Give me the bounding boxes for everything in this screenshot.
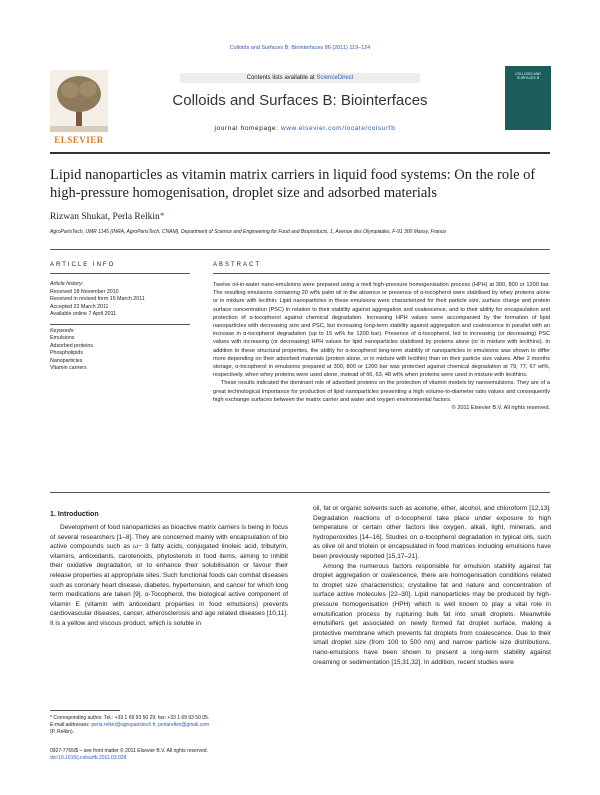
history-item: Received 18 November 2010 <box>50 288 119 295</box>
footnote <box>50 715 288 736</box>
history-item: Available online 7 April 2011 <box>50 311 117 317</box>
issn-block <box>50 748 350 762</box>
abstract-heading: ABSTRACT <box>213 262 262 268</box>
body-paragraph: Among the numerous factors responsible for emulsion stability against fat droplet aggregation or coalescence, there are homogenisation conditions related to droplet size characteristics; crystalline fat and nature and concentration of surface active molecules [22–30]. Lipid nanoparticles may be produced by high-pressure homogenisation (HPH) which is well known to play a vital role in emulsification process by rupturing bulk fat into small droplets. Meanwhile emulsifiers get associated on newly formed fat droplet surface, making a protective membrane which prevents fat droplets from coalescence. Due to their small droplet size (from 100 to 500 nm) and narrow particle size distributions, nano-emulsions have been shown to present a long-term stability against creaming or sedimentation [15,31,32]. In addition, recent studies were <box>313 562 551 666</box>
contents-line: Contents lists available at ScienceDirect <box>180 73 420 83</box>
article-title: Lipid nanoparticles as vitamin matrix carriers in liquid food systems: On the role of high-pressure homogenisation, droplet size and adsorbed materials <box>50 167 536 201</box>
article-info-heading: ARTICLE INFO <box>50 262 116 268</box>
history-label: Article history: <box>50 281 84 287</box>
abstract-paragraph: These results indicated the dominant role of adsorbed proteins on the protection of vitamin models by nanoemulsions. They are of a great technological importance for production of lipid nanoparticles presenting a high volume-to-diameter ratio values and consequently high exchange surfaces between the matrix carrier and water and oxygen environmental factors. <box>213 380 550 403</box>
journal-homepage: journal homepage: www.elsevier.com/locate/colsurfb <box>214 125 396 132</box>
history-item: Received in revised form 15 March 2011 <box>50 296 145 302</box>
divider <box>50 492 550 493</box>
sciencedirect-link[interactable]: ScienceDirect <box>316 75 354 81</box>
keyword: Nanoparticles <box>50 357 83 364</box>
email-links[interactable]: perla.relkin@agroparistech.fr, perlarelkin@gmail.com <box>91 722 210 728</box>
elsevier-tree-logo <box>50 70 108 132</box>
keywords-label: Keywords: <box>50 327 75 334</box>
email-name: (P. Relkin). <box>50 729 75 735</box>
copyright: © 2011 Elsevier B.V. All rights reserved. <box>451 405 550 412</box>
history-item: Accepted 22 March 2011 <box>50 303 109 310</box>
body-paragraph: Development of food nanoparticles as bioactive matrix carriers is being in focus of several researchers [1–8]. They are concerned mainly with encapsulation of bio active compounds such as ω− 3 fatty acids, conjugated linoleic acid, tributyrin, vitamins, antioxidants, carotenoids, phytosterols in food items, aiming to inhibit their oxidative degradation, or to enhance their solubilisation or favour their release properties at appropriate sites. Such functional foods can combat diseases such as coronary heart disease, diabetes, hypertension, and cancer for which long term medications are taken [9]. α-Tocopherol, the biological active component of vitamin E (vitamin with antioxidant properties in food emulsions) prevents cardiovascular diseases, cancer, atherosclerosis and age related diseases [10,11]. It is a yellow and viscous product, which is soluble in <box>50 524 288 627</box>
divider <box>50 324 190 325</box>
abstract-paragraph: Twelve oil-in-water nano-emulsions were prepared using a melt high-pressure homogenisation process (HPH) at 300, 800 or 1200 bar. The resulting emulsions containing 20 wt% palm oil in the absence or presence of α-tocopherol were stabilised by whey proteins alone or in mixture with lecithin. Lipid nanoparticles in these emulsions were characterized for their particle size, surface charge and protein surface concentration (PSC) in relation to their stability against aggregation and coalescence, and to their ability for encapsulation and protection of α-tocopherol against chemical degradation. Increasing HPH values were accompanied by the formation of lipid nanoparticles with decreasing size and PSC, but increasing long-term stability against aggregation and coalescence in parallel with an increase in α-tocopherol degradation (up to 15 wt% for 1200 bar). Presence of α-tocopherol, led to increasing (or decreasing) PSC values with increasing (or decreasing) HPH values for lipid nanoparticles stabilised by proteins alone (or in mixture with lecithins). In addition to these structural properties, the ability for α-tocopherol long-term stability of nanoparticles in emulsions was shown to differ more depending on their adsorbed materials (protein alone, or in mixture with lecithin) than on their particle size values. After 2 months storage, α-tocopherol in emulsions prepared at 300, 800 or 1200 bar was protected against chemical degradation at 79, 77, 67 wt%, respectively, when whey proteins were used alone, instead of 66, 63, 48 wt% when proteins were used in mixture with lecithins. <box>213 282 550 379</box>
divider <box>50 249 550 250</box>
keyword: Adsorbed proteins <box>50 342 93 349</box>
authors: Rizwan Shukat, Perla Relkin* <box>50 212 165 222</box>
article-info <box>50 281 190 373</box>
body-column-right <box>313 504 551 667</box>
running-head[interactable]: Colloids and Surfaces B: Biointerfaces 86 (2011) 119–124 <box>229 45 371 51</box>
homepage-link[interactable]: www.elsevier.com/locate/colsurfb <box>280 125 396 132</box>
doi-link[interactable]: doi:10.1016/j.colsurfb.2011.03.028 <box>50 755 127 761</box>
keyword: Vitamin carriers <box>50 365 87 371</box>
affiliation: AgroParisTech, UMR 1145 (INRA, AgroParisTech, CNAM), Department of Science and Engineering for Food and Bioproducts, 1, Avenue des Olympiades, F-91 300 Massy, France <box>50 229 447 235</box>
abstract-body <box>213 281 550 412</box>
header-rule <box>50 152 550 154</box>
keyword: Phospholipids <box>50 350 83 356</box>
divider <box>50 273 190 274</box>
journal-title: Colloids and Surfaces B: Biointerfaces <box>172 92 428 109</box>
keyword: Emulsions <box>50 335 75 341</box>
section-heading: 1. Introduction <box>50 511 99 518</box>
divider <box>213 273 550 274</box>
publisher-name: ELSEVIER <box>54 135 104 145</box>
issn-line: 0927-7765/$ – see front matter © 2011 Elsevier B.V. All rights reserved. <box>50 748 208 754</box>
email-line: E-mail addresses: perla.relkin@agroparistech.fr, perlarelkin@gmail.com <box>50 722 210 728</box>
cover-text: COLLOIDS AND SURFACES B <box>515 72 541 80</box>
footnote-rule <box>50 710 120 711</box>
body-paragraph: oil, fat or organic solvents such as acetone, ether, alcohol, and chloroform [12,13]. Degradation reactions of α-tocopherol take place under exposure to high temperature or certain other factors like oxygen, alkali, light, minerals, and hydroperoxides [14–16]. Studies on α-tocopherol degradation in typical oils, such as olive oil and triolein or encapsulated in food matrices including emulsions have been previously reported [15,17–21]. <box>313 505 551 560</box>
body-column-left <box>50 523 288 629</box>
corresponding-author: * Corresponding author. Tel.: +33 1 69 93 50 29; fax: +33 1 69 93 50 05. <box>50 715 210 721</box>
author-footnote-mark[interactable]: * <box>159 212 165 222</box>
